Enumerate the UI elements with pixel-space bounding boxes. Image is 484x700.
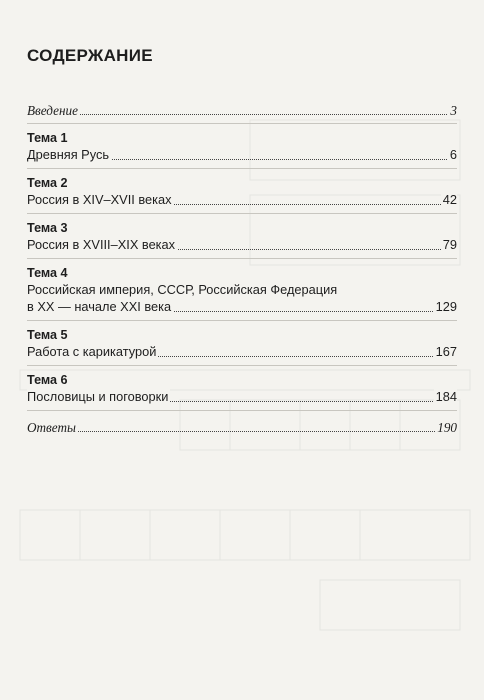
theme-heading: Тема 4	[27, 266, 68, 280]
theme-heading: Тема 5	[27, 328, 68, 342]
divider	[27, 320, 457, 322]
divider	[27, 365, 457, 367]
toc-entry-theme-3[interactable]	[27, 236, 457, 253]
toc-entry-line: Российская империя, СССР, Российская Федерация	[27, 282, 338, 297]
toc-entry-label: Древняя Русь	[27, 147, 110, 162]
toc-entry-page: 6	[449, 147, 457, 162]
toc-entry-intro-label: Введение	[27, 103, 78, 118]
toc-entry-label: Работа с карикатурой	[27, 344, 157, 359]
toc-entry-theme-5[interactable]	[27, 343, 457, 360]
toc-theme-4	[27, 265, 457, 315]
toc-entry-label: Россия в XVIII–XIX веках	[27, 237, 176, 252]
toc-entry-page: 129	[435, 299, 457, 314]
divider	[27, 213, 457, 215]
divider	[27, 410, 457, 412]
toc-entry-intro[interactable]	[27, 100, 457, 118]
toc-entry-label: Россия в XIV–XVII веках	[27, 192, 172, 207]
theme-heading: Тема 3	[27, 221, 68, 235]
toc-theme-6	[27, 372, 457, 405]
leader-dots	[27, 114, 457, 115]
toc-entry-page: 184	[435, 389, 457, 404]
theme-heading: Тема 1	[27, 131, 68, 145]
toc-entry-answers-label: Ответы	[27, 420, 76, 435]
toc-entry-page: 79	[442, 237, 457, 252]
toc-entry-answers-page: 190	[437, 420, 457, 435]
toc-entry-label: в XX — начале XXI века	[27, 299, 172, 314]
toc-entry-page: 167	[435, 344, 457, 359]
toc-theme-3	[27, 220, 457, 253]
toc-theme-5	[27, 327, 457, 360]
leader-dots	[27, 431, 457, 432]
divider	[27, 168, 457, 170]
toc-entry-intro-page: 3	[450, 103, 457, 118]
theme-heading: Тема 2	[27, 176, 68, 190]
table-of-contents	[27, 100, 457, 435]
divider	[27, 258, 457, 260]
toc-entry-theme-2[interactable]	[27, 191, 457, 208]
toc-theme-1	[27, 130, 457, 163]
toc-entry-answers[interactable]	[27, 417, 457, 435]
toc-entry-label: Пословицы и поговорки	[27, 389, 169, 404]
toc-entry-theme-6[interactable]	[27, 388, 457, 405]
page-title: СОДЕРЖАНИЕ	[27, 46, 153, 65]
toc-entry-theme-4[interactable]	[27, 298, 457, 315]
toc-theme-2	[27, 175, 457, 208]
theme-heading: Тема 6	[27, 373, 68, 387]
toc-entry-theme-1[interactable]	[27, 146, 457, 163]
toc-entry-page: 42	[442, 192, 457, 207]
divider	[27, 123, 457, 125]
